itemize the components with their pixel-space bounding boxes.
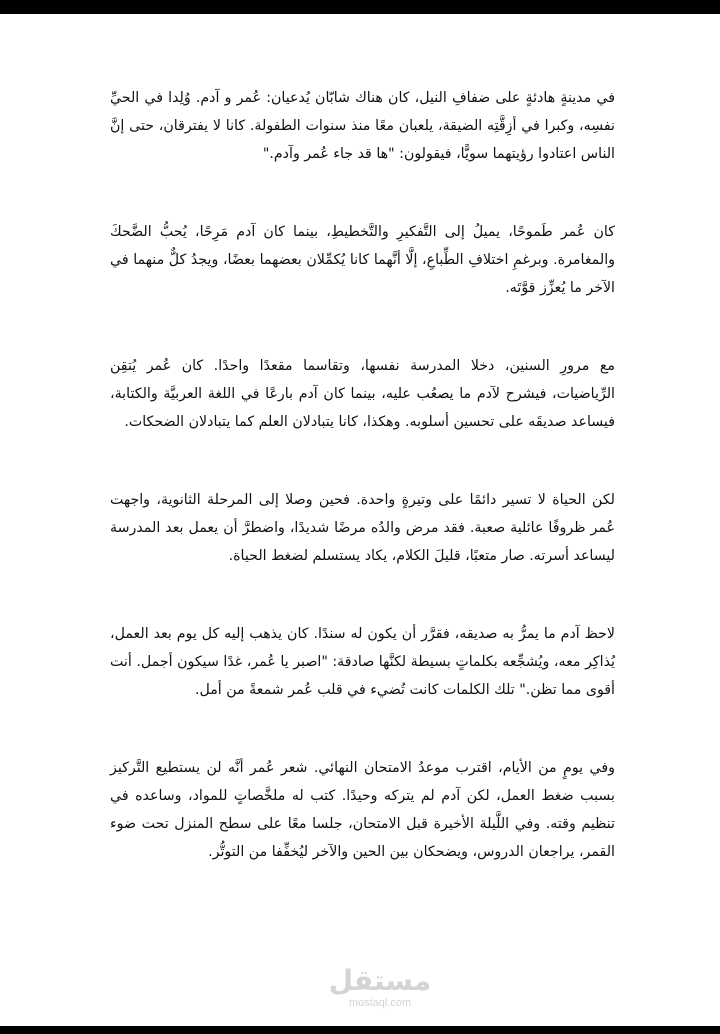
paragraph-2: كان عُمر طَموحًا، يميلُ إلى التَّفكيرِ والتَّخطيطِ، بينما كان آدم مَرِحًا، يُحبُّ الضَّحكَ والمغامرة. وبرغمِ اختلافِ الطِّباعِ، إلَّا أنَّهما كانا يُكمِّلان بعضهما بعضًا، ويجدُ كلٌّ منهما في الآخر ما يُعزِّز قوَّتَه.: [110, 224, 615, 296]
mostaql-watermark: [325, 965, 435, 1009]
bottom-black-bar: [0, 1026, 720, 1034]
watermark-logo: مستقل: [328, 964, 432, 997]
document-page: [110, 84, 615, 916]
paragraph-3: مع مرورِ السنين، دخلا المدرسة نفسها، وتقاسما مقعدًا واحدًا. كان عُمر يُتقِن الرِّياضيات، فيشرح لآدم ما يصعُب عليه، بينما كان آدم بارعًا في اللغة العربيَّة والكتابة، فيساعد صديقَه على تحسين أسلوبه. وهكذا، كانا يتبادلان العلم كما يتبادلان الضحكات.: [110, 358, 615, 430]
paragraph-1: في مدينةٍ هادئةٍ على ضفافِ النيل، كان هناك شابّان يُدعيان: عُمر و آدم. وُلِدا في الحيِّ نفسِه، وكبرا في أزِقَّتِه الضيقة، يلعبان معًا منذ سنوات الطفولة. كانا لا يفترقان، حتى إنَّ الناس اعتادوا رؤيتهما سويًّا، فيقولون: "ها قد جاء عُمر وآدم.": [110, 90, 615, 162]
watermark-url: mostaql.com: [348, 997, 412, 1009]
paragraph-6: وفي يومٍ من الأيام، اقترب موعدُ الامتحان النهائي. شعر عُمر أنَّه لن يستطيع التَّركيز بسبب ضغط العمل، لكن آدم لم يتركه وحيدًا. كتب له ملخَّصاتٍ للمواد، وساعده في تنظيم وقته. وفي اللَّيلة الأخيرة قبل الامتحان، جلسا معًا على سطح المنزل تحت ضوء القمر، يراجعان الدروس، ويضحكان بين الحين والآخر ليُخفِّفا من التوتُّر.: [110, 760, 615, 860]
top-black-bar: [0, 0, 720, 14]
paragraph-5: لاحظ آدم ما يمرُّ به صديقه، فقرَّر أن يكون له سندًا. كان يذهب إليه كل يوم بعد العمل، يُذاكِر معه، ويُشجِّعه بكلماتٍ بسيطة لكنَّها صادقة: "اصبر يا عُمر، غدًا سيكون أجمل. أنت أقوى مما تظن." تلك الكلمات كانت تُضيء في قلب عُمر شمعةً من أمل.: [110, 626, 615, 698]
paragraph-4: لكن الحياة لا تسير دائمًا على وتيرةٍ واحدة. فحين وصلا إلى المرحلة الثانوية، واجهت عُمر ظروفًا عائلية صعبة. فقد مرض والدُه مرضًا شديدًا، واضطرَّ أن يعمل بعد المدرسة ليساعد أسرته. صار متعبًا، قليلَ الكلام، يكاد يستسلم لضغط الحياة.: [110, 492, 615, 564]
